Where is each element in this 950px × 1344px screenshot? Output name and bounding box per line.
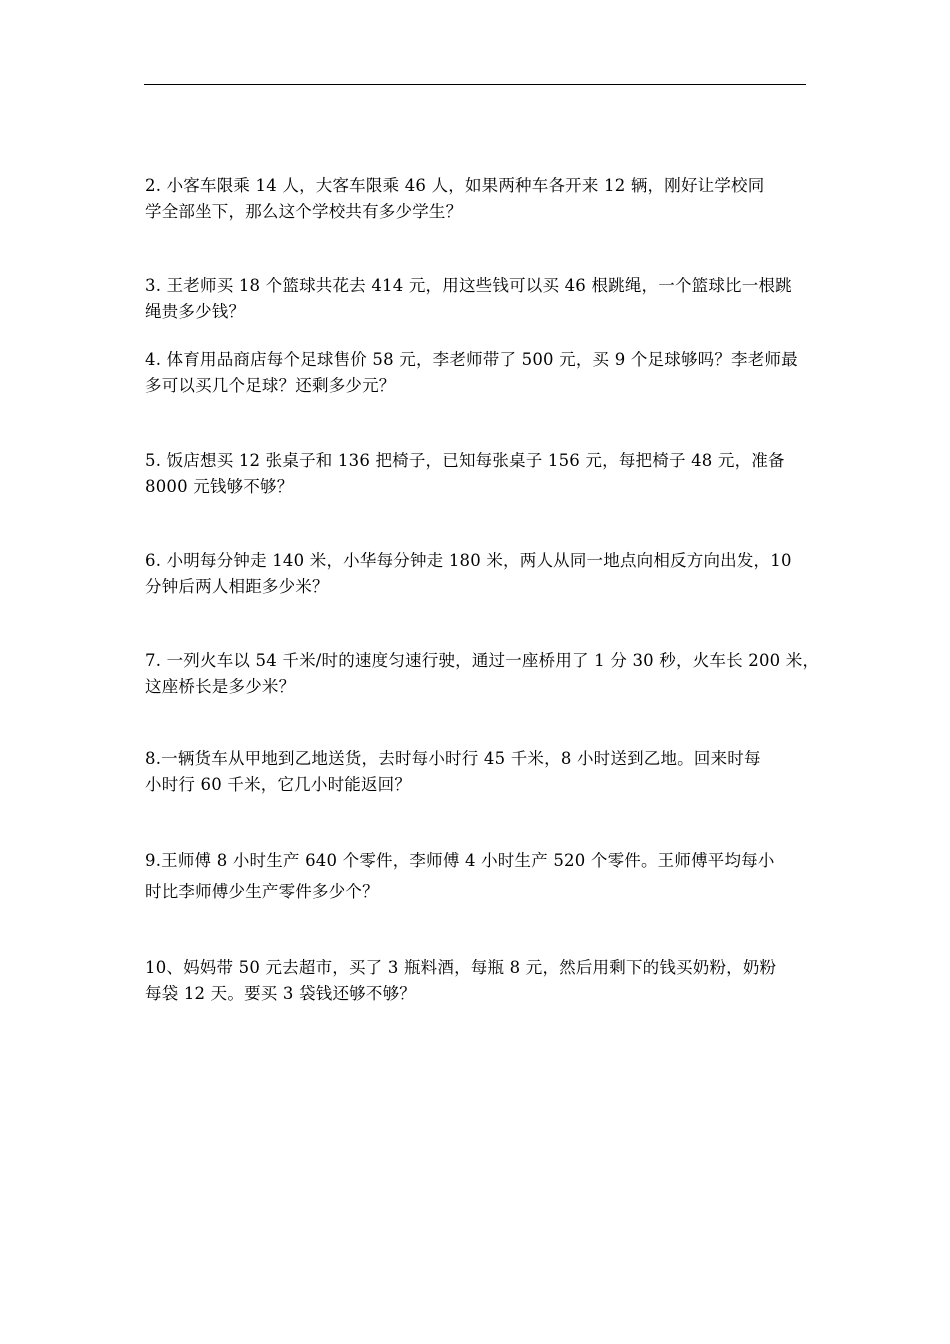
question-10 <box>145 955 817 1007</box>
question-7 <box>145 648 820 700</box>
header-rule <box>144 84 806 85</box>
question-line: 3. 王老师买 18 个篮球共花去 414 元，用这些钱可以买 46 根跳绳，一个篮球比一根跳 <box>145 276 792 295</box>
question-line: 9.王师傅 8 小时生产 640 个零件，李师傅 4 小时生产 520 个零件。王师傅平均每小 <box>145 851 775 870</box>
question-3 <box>145 273 817 325</box>
question-line: 4. 体育用品商店每个足球售价 58 元，李老师带了 500 元，买 9 个足球够吗？李老师最 <box>145 350 798 369</box>
question-line: 5. 饭店想买 12 张桌子和 136 把椅子，已知每张桌子 156 元，每把椅子 48 元，准备 <box>145 451 785 470</box>
question-2 <box>145 173 817 225</box>
question-line: 分钟后两人相距多少米？ <box>145 577 329 596</box>
question-line: 6. 小明每分钟走 140 米，小华每分钟走 180 米，两人从同一地点向相反方向出发，10 <box>145 551 792 570</box>
question-5 <box>145 448 817 500</box>
question-line: 小时行 60 千米，它几小时能返回？ <box>145 775 412 794</box>
question-line: 8000 元钱够不够？ <box>145 477 294 496</box>
question-line: 绳贵多少钱？ <box>145 302 246 321</box>
question-line: 每袋 12 天。要买 3 袋钱还够不够？ <box>145 984 416 1003</box>
question-line: 学全部坐下，那么这个学校共有多少学生？ <box>145 202 463 221</box>
question-8 <box>145 746 817 798</box>
question-4 <box>145 347 817 399</box>
question-line: 多可以买几个足球？还剩多少元？ <box>145 376 396 395</box>
question-line: 2. 小客车限乘 14 人，大客车限乘 46 人，如果两种车各开来 12 辆，刚好让学校同 <box>145 176 765 195</box>
question-line: 8.一辆货车从甲地到乙地送货，去时每小时行 45 千米，8 小时送到乙地。回来时每 <box>145 749 761 768</box>
question-9 <box>145 845 817 907</box>
question-line: 7. 一列火车以 54 千米/时的速度匀速行驶，通过一座桥用了 1 分 30 秒，火车长 200 米， <box>145 651 820 670</box>
question-6 <box>145 548 817 600</box>
question-line: 时比李师傅少生产零件多少个？ <box>145 882 379 901</box>
question-line: 10、妈妈带 50 元去超市，买了 3 瓶料酒，每瓶 8 元，然后用剩下的钱买奶粉，奶粉 <box>145 958 777 977</box>
question-line: 这座桥长是多少米？ <box>145 677 296 696</box>
